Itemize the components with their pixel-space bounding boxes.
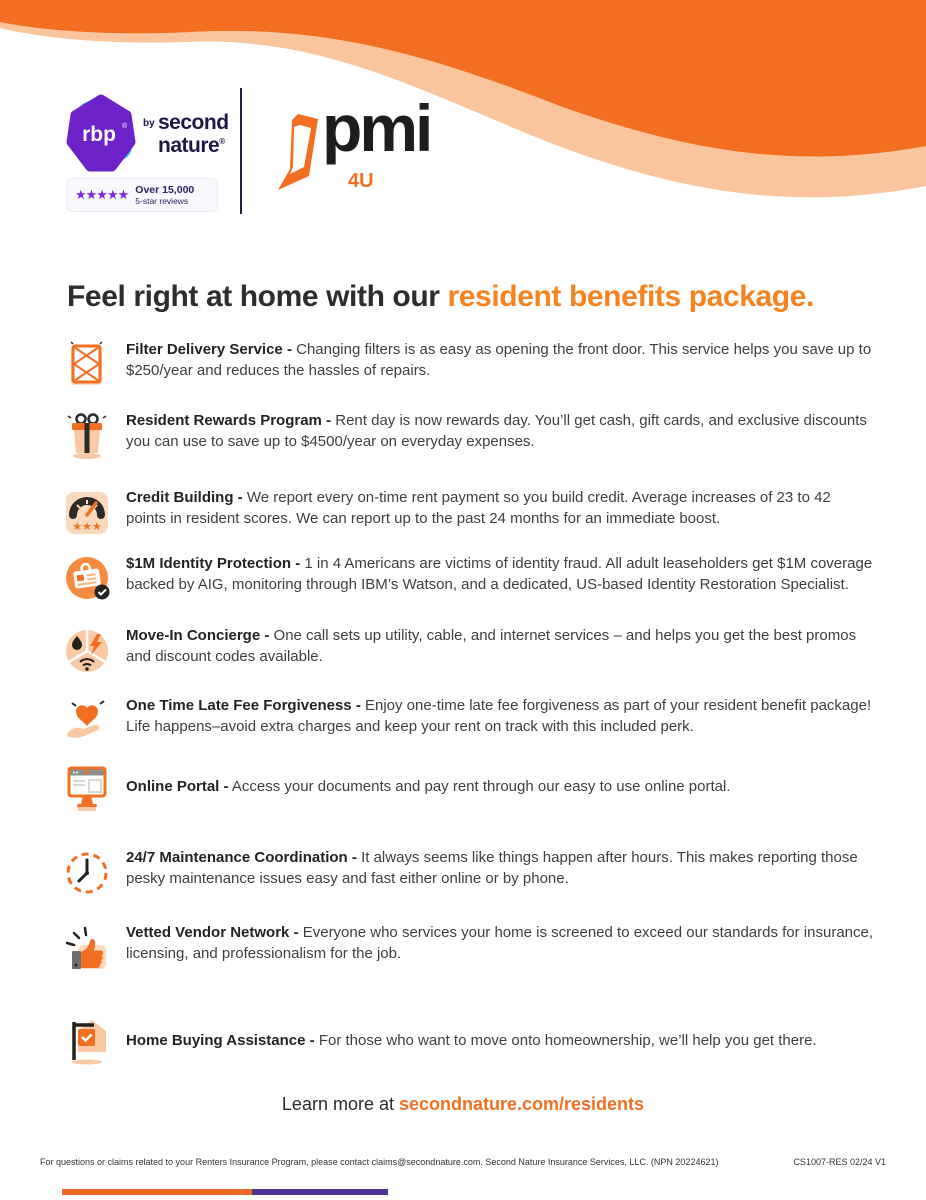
pmi-4u-label: 4U [348,170,374,192]
five-stars-icon: ★★★★★ [75,187,129,202]
by-label: by [143,118,155,129]
thumbs-up-icon [64,923,110,973]
identity-shield-icon [64,554,110,604]
benefit-identity-protection: $1M Identity Protection - 1 in 4 Americans are victims of identity fraud. All adult leaseholders get $1M coverage backed by AIG, monitoring through IBM’s Watson, and a dedicated, US-based Identity Restoration Specialist. [64,554,876,604]
gift-box-icon [64,411,110,461]
benefit-filter-delivery: Filter Delivery Service - Changing filters is as easy as opening the front door. This service helps you save up to $250/year and reduces the hassles of repairs. [64,340,876,390]
svg-text:★★★: ★★★ [72,521,102,533]
benefit-title: Vetted Vendor Network [126,924,290,941]
bottom-stripe-orange [62,1189,252,1195]
learn-more-line: Learn more at secondnature.com/residents [281,1094,645,1114]
filter-delivery-icon [64,340,110,390]
benefit-description: Changing filters is as easy as opening the front door. This service helps you save up to $250/year and reduces the hassles of repairs. [126,341,872,379]
highlighted-title-text: resident benefits package. [447,280,814,314]
credit-gauge-icon [64,488,110,538]
benefit-description: Everyone who services your home is screened to exceed our standards for insurance, licensing, and professionalism for the job. [126,924,874,962]
benefit-description: For those who want to move onto homeownership, we’ll help you get there. [318,1032,817,1049]
benefit-vetted-vendor-network: Vetted Vendor Network - Everyone who services your home is screened to exceed our standards for insurance, licensing, and professionalism for the job. [64,923,876,973]
second-nature-wordmark: second nature® [158,111,229,157]
benefit-description: It always seems like things happen after hours. This makes reporting those pesky maintenance issues easy and fast either online or by phone. [126,849,858,887]
benefit-title: Online Portal [126,778,220,795]
bottom-stripe-purple [252,1189,388,1195]
benefit-description: Enjoy one-time late fee forgiveness as part of your resident benefit package! Life happens–avoid extra charges and keep your rent on track with this included perk. [126,697,872,735]
svg-text:rbp: rbp [82,123,116,146]
benefit-maintenance-coordination: 24/7 Maintenance Coordination - It always seems like things happen after hours. This makes reporting those pesky maintenance issues easy and fast either online or by phone. [64,848,876,898]
benefit-late-fee-forgiveness: One Time Late Fee Forgiveness - Enjoy one-time late fee forgiveness as part of your resident benefit package! Life happens–avoid extra charges and keep your rent on track with this included perk. [64,696,876,746]
benefit-title: 24/7 Maintenance Coordination [126,849,348,866]
footer-document-code: CS1007-RES 02/24 V1 [793,1157,886,1167]
open-door-icon [276,112,320,192]
benefit-title: Filter Delivery Service [126,341,283,358]
home-sold-sign-icon [64,1016,110,1066]
benefit-description: 1 in 4 Americans are victims of identity fraud. All adult leaseholders get $1M coverage backed by AIG, monitoring through IBM’s Watson, and a dedicated, US-based Identity Restoration Specialist. [126,555,873,593]
footer-disclaimer: For questions or claims related to your Renters Insurance Program, please contact claims@secondnature.com. Second Nature Insurance Services, LLC. (NPN 20224621) [40,1157,719,1167]
website-link[interactable]: secondnature.com/residents [398,1094,645,1114]
benefit-move-in-concierge: Move-In Concierge - One call sets up utility, cable, and internet services – and helps you get the best promos and discount codes available. [64,626,876,676]
benefit-title: One Time Late Fee Forgiveness [126,697,352,714]
reviews-count: Over 15,000 [135,184,195,196]
benefit-description: We report every on-time rent payment so you build credit. Average increases of 23 to 42 points in resident scores. We can report up to the past 24 months for an immediate boost. [126,489,831,527]
benefit-online-portal: Online Portal - Access your documents and pay rent through our easy to use online portal. [64,762,876,812]
benefit-description: Access your documents and pay rent through our easy to use online portal. [231,778,731,795]
benefit-title: Move-In Concierge [126,627,261,644]
heart-in-hand-icon [64,696,110,746]
logo-divider [240,88,242,214]
benefit-home-buying-assistance: Home Buying Assistance - For those who want to move onto homeownership, we’ll help you get there. [64,1016,876,1066]
rbp-logo [64,94,138,174]
reviews-badge [66,178,218,212]
utilities-concierge-icon [64,626,110,676]
online-portal-monitor-icon [64,762,110,812]
benefit-credit-building: ★★★ Credit Building - We report every on-time rent payment so you build credit. Average increases of 23 to 42 points in resident scores. We can report up to the past 24 months for an immediate boost. [64,488,876,538]
benefit-description: One call sets up utility, cable, and internet services – and helps you get the best promos and discount codes available. [126,627,857,665]
benefit-title: Credit Building [126,489,234,506]
benefit-title: Resident Rewards Program [126,412,322,429]
benefit-title: Home Buying Assistance [126,1032,306,1049]
reviews-caption: 5-star reviews [135,196,189,206]
pmi-wordmark: pmi [322,91,431,165]
benefit-title: $1M Identity Protection [126,555,292,572]
benefit-description: Rent day is now rewards day. You’ll get cash, gift cards, and exclusive discounts you can use to save up to $4500/year on everyday expenses. [126,412,867,450]
page-title: Feel right at home with our resident benefits package. [67,280,814,314]
benefit-resident-rewards: Resident Rewards Program - Rent day is now rewards day. You’ll get cash, gift cards, and exclusive discounts you can use to save up to $4500/year on everyday expenses. [64,411,876,461]
clock-icon [64,848,110,898]
svg-text:®: ® [122,123,128,130]
